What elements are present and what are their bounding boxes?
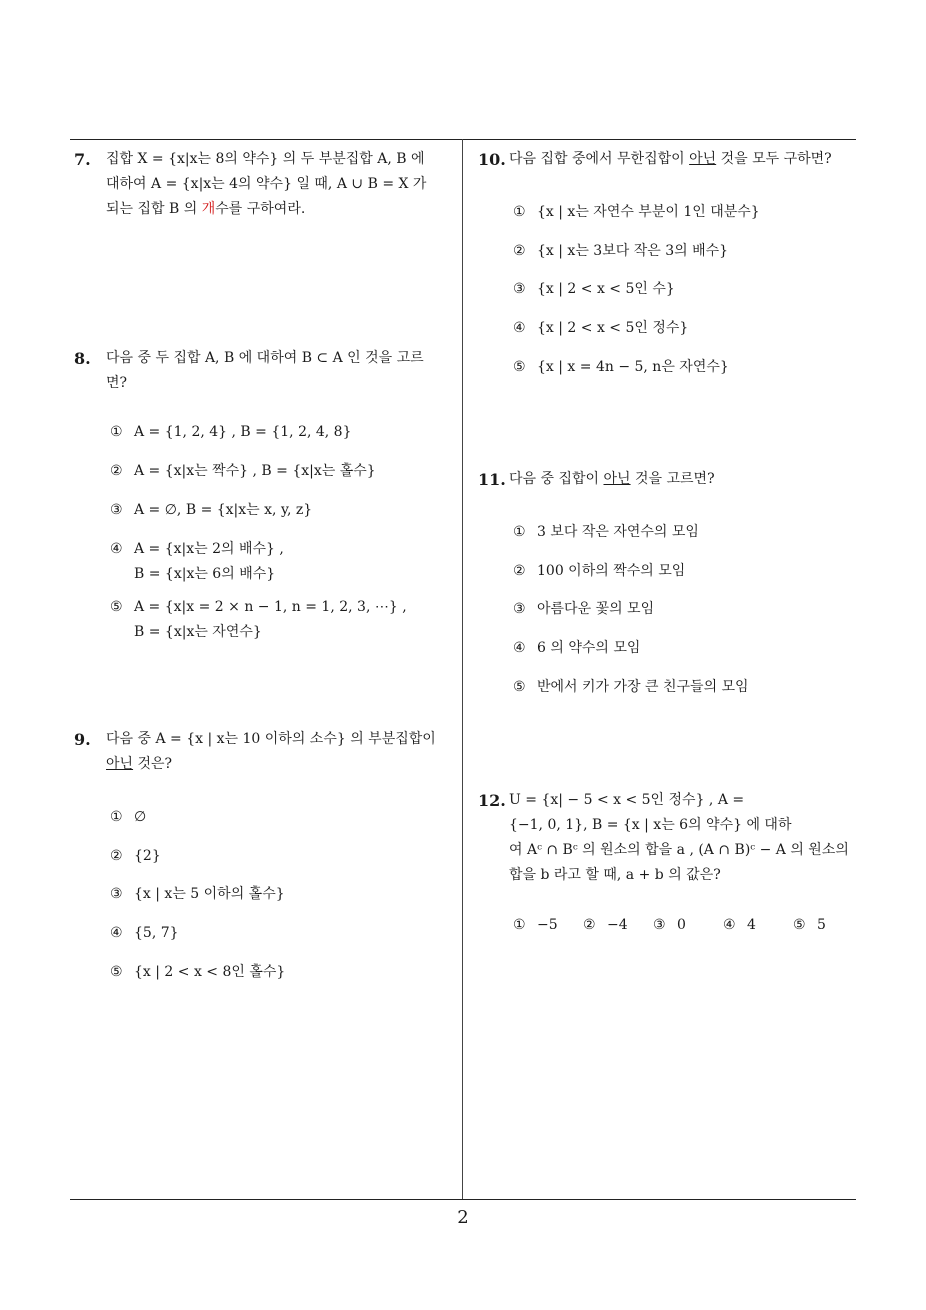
- question-text-line: 집합 X = {x|x는 8의 약수} 의 두 부분집합 A, B 에: [106, 151, 425, 167]
- option-5[interactable]: ⑤ {x | 2 < x < 8인 홀수}: [110, 964, 286, 980]
- highlighted-char: 개: [201, 201, 216, 217]
- question-number: 12.: [478, 791, 506, 810]
- answer-options: [513, 913, 853, 937]
- option-1[interactable]: ① 3 보다 작은 자연수의 모임: [513, 524, 699, 540]
- option-3[interactable]: ③ {x | x는 5 이하의 홀수}: [110, 886, 285, 902]
- option-3[interactable]: ③ 0: [653, 917, 686, 933]
- option-2[interactable]: ② −4: [583, 917, 628, 933]
- option-4[interactable]: ④ 6 의 약수의 모임: [513, 640, 641, 656]
- bottom-rule: [70, 1199, 856, 1200]
- question-text-line: U = {x| − 5 < x < 5인 정수} , A =: [509, 792, 745, 808]
- question-7: [72, 147, 458, 222]
- question-number: 7.: [74, 150, 91, 169]
- option-2[interactable]: ② A = {x|x는 짝수} , B = {x|x는 홀수}: [110, 463, 376, 479]
- question-text-line: 다음 중 집합이 아닌 것을 고르면?: [509, 471, 715, 487]
- option-4-continuation: B = {x|x는 6의 배수}: [134, 566, 276, 582]
- question-11: [476, 467, 862, 492]
- question-text-line: 다음 중 A = {x | x는 10 이하의 소수} 의 부분집합이: [106, 731, 436, 747]
- underlined-word: 아닌: [689, 151, 717, 167]
- option-5[interactable]: ⑤ 반에서 키가 가장 큰 친구들의 모임: [513, 679, 749, 695]
- option-2[interactable]: ② 100 이하의 짝수의 모임: [513, 563, 686, 579]
- top-rule: [70, 139, 856, 140]
- question-number: 9.: [74, 730, 91, 749]
- column-divider: [462, 139, 463, 1200]
- option-5[interactable]: ⑤ 5: [793, 917, 826, 933]
- question-text-line: 면?: [106, 375, 128, 391]
- option-3[interactable]: ③ {x | 2 < x < 5인 수}: [513, 281, 675, 297]
- option-5[interactable]: ⑤ A = {x|x = 2 × n − 1, n = 1, 2, 3, ⋯} ,: [110, 599, 407, 615]
- question-number: 11.: [478, 470, 506, 489]
- option-1[interactable]: ① A = {1, 2, 4} , B = {1, 2, 4, 8}: [110, 424, 352, 440]
- question-number: 8.: [74, 349, 91, 368]
- page-number: 2: [457, 1207, 469, 1228]
- question-10: [476, 147, 862, 172]
- option-1[interactable]: ① −5: [513, 917, 558, 933]
- question-text-line: 다음 집합 중에서 무한집합이 아닌 것을 모두 구하면?: [509, 151, 832, 167]
- underlined-word: 아닌: [603, 471, 631, 487]
- option-3[interactable]: ③ A = ∅, B = {x|x는 x, y, z}: [110, 502, 313, 518]
- option-3[interactable]: ③ 아름다운 꽃의 모임: [513, 601, 655, 617]
- option-5[interactable]: ⑤ {x | x = 4n − 5, n은 자연수}: [513, 359, 729, 375]
- question-12: [476, 788, 862, 888]
- option-2[interactable]: ② {2}: [110, 848, 161, 864]
- option-1[interactable]: ① ∅: [110, 809, 147, 825]
- question-text-line: 되는 집합 B 의 개수를 구하여라.: [106, 201, 306, 217]
- option-1[interactable]: ① {x | x는 자연수 부분이 1인 대분수}: [513, 204, 760, 220]
- option-4[interactable]: ④ 4: [723, 917, 756, 933]
- question-text-line: 합을 b 라고 할 때, a + b 의 값은?: [509, 867, 721, 883]
- option-2[interactable]: ② {x | x는 3보다 작은 3의 배수}: [513, 243, 729, 259]
- question-number: 10.: [478, 150, 506, 169]
- question-text-line: 아닌 것은?: [106, 756, 173, 772]
- question-8: [72, 346, 458, 396]
- question-9: [72, 727, 458, 777]
- option-4[interactable]: ④ {5, 7}: [110, 925, 179, 941]
- option-4[interactable]: ④ A = {x|x는 2의 배수} ,: [110, 541, 284, 557]
- question-text-line: {−1, 0, 1}, B = {x | x는 6의 약수} 에 대하: [509, 817, 792, 833]
- option-5-continuation: B = {x|x는 자연수}: [134, 624, 262, 640]
- option-4[interactable]: ④ {x | 2 < x < 5인 정수}: [513, 320, 689, 336]
- question-text-line: 여 Aᶜ ∩ Bᶜ 의 원소의 합을 a , (A ∩ B)ᶜ − A 의 원소의: [509, 842, 849, 858]
- question-text-line: 다음 중 두 집합 A, B 에 대하여 B ⊂ A 인 것을 고르: [106, 350, 424, 366]
- underlined-word: 아닌: [106, 756, 134, 772]
- question-text-line: 대하여 A = {x|x는 4의 약수} 일 때, A ∪ B = X 가: [106, 176, 427, 192]
